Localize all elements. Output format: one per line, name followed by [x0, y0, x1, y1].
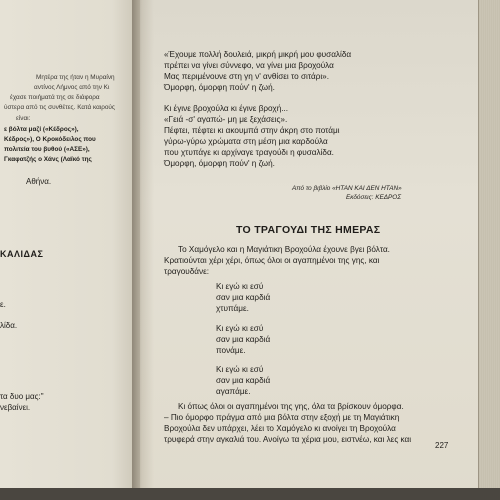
left-text-line: λίδα.: [0, 321, 18, 330]
left-text-line: Μητέρα της ήταν η Μυραίνη: [36, 74, 115, 81]
poem-line: Όμορφη, όμορφη πούν' η ζωή.: [164, 159, 275, 168]
closing-line: Κι όπως όλοι οι αγαπημένοι της γης, όλα τα βρίσκουν όμορφα.: [178, 402, 404, 411]
left-text-line: νεβαίνει.: [0, 403, 31, 412]
song-line: Κι εγώ κι εσύ: [216, 282, 264, 291]
closing-line: – Πιο όμορφο πράγμα από μια βόλτα στην εξοχή με τη Μαγιάτικη: [164, 413, 400, 422]
intro-line: τραγουδάνε:: [164, 267, 210, 276]
closing-line: τρυφερά στην αγκαλιά του. Ανοίγω τα χέρια μου, ειστνέω, και λες και: [164, 435, 412, 444]
closing-line: Βροχούλα δεν υπάρχει, λέει το Χαμόγελο κι ανοίγει τη Βροχούλα: [164, 424, 396, 433]
book-gutter-shadow: [132, 0, 154, 500]
song-line: σαν μια καρδιά: [216, 376, 271, 385]
intro-line: Το Χαμόγελο και η Μαγιάτικη Βροχούλα έχουνε βγει βόλτα.: [178, 245, 390, 254]
left-text-line: πολιτεία του βυθού («ΑΣΕ»),: [4, 146, 90, 153]
song-line: Κι εγώ κι εσύ: [216, 324, 264, 333]
left-text-line: τα δυο μας:": [0, 392, 44, 401]
song-line: Κι εγώ κι εσύ: [216, 365, 264, 374]
poem-line: γύρω-γύρω χρώματα στη μέση μια καρδούλα: [164, 137, 328, 146]
poem-line: που χτυπάγε κι αρχίναγε τραγούδι η φυσαλίδα.: [164, 148, 334, 157]
song-line: σαν μια καρδιά: [216, 335, 271, 344]
section-title: ΤΟ ΤΡΑΓΟΥΔΙ ΤΗΣ ΗΜΕΡΑΣ: [236, 224, 381, 236]
left-text-line: ε.: [0, 300, 6, 309]
page-stack-edge: [478, 0, 500, 500]
poem-line: Όμορφη, όμορφη πούν' η ζωή.: [164, 83, 275, 92]
left-text-line: ε βόλτα μαζί («Κέδρος»),: [4, 126, 79, 133]
song-line: χτυπάμε.: [216, 304, 249, 313]
song-line: αγαπάμε.: [216, 387, 251, 396]
intro-line: Κρατιούνται χέρι χέρι, όπως όλοι οι αγαπημένοι της γης, και: [164, 256, 380, 265]
right-page: [140, 0, 480, 500]
left-text-line: ύστερα από τις συνθέτες. Κατά καιρούς: [4, 104, 115, 111]
poem-line: «Γειά -σ' αγαπώ- μη με ξεχάσεις».: [164, 115, 288, 124]
left-text-line: Κέδρος»), Ο Κροκόδειλος που: [4, 136, 96, 143]
left-text-line: είναι:: [16, 115, 31, 122]
source-credit: Από το βιβλίο «ΗΤΑΝ ΚΑΙ ΔΕΝ ΗΤΑΝ»: [292, 185, 402, 192]
left-text-line: Αθήνα.: [26, 177, 52, 186]
left-section-heading: ΚΑΛΙΔΑΣ: [0, 249, 44, 259]
table-surface: [0, 488, 500, 500]
poem-line: Κι έγινε βροχούλα κι έγινε βροχή...: [164, 104, 289, 113]
song-line: σαν μια καρδιά: [216, 293, 271, 302]
left-text-line: έχασε ποιήματά της σε διάφορα: [10, 94, 100, 101]
poem-line: πρέπει να γίνει σύννεφο, να γίνει μια βροχούλα: [164, 61, 334, 70]
left-text-line: αντίνος Λήμνος από την Κι: [34, 84, 110, 91]
left-page: [0, 0, 140, 500]
song-line: πονάμε.: [216, 346, 246, 355]
left-text-line: Γκαφατζής ο Χάνς (Λαϊκό της: [4, 156, 92, 163]
publisher-credit: Εκδόσεις: ΚΕΔΡΟΣ: [346, 194, 402, 201]
poem-line: «Έχουμε πολλή δουλειά, μικρή μικρή μου φυσαλίδα: [164, 50, 352, 59]
poem-line: Μας περιμένουνε στη γη ν' ανθίσει το σιτάρι».: [164, 72, 330, 81]
page-number: 227: [435, 441, 449, 450]
poem-line: Πέφτει, πέφτει κι ακουμπά στην άκρη στο ποτάμι: [164, 126, 340, 135]
